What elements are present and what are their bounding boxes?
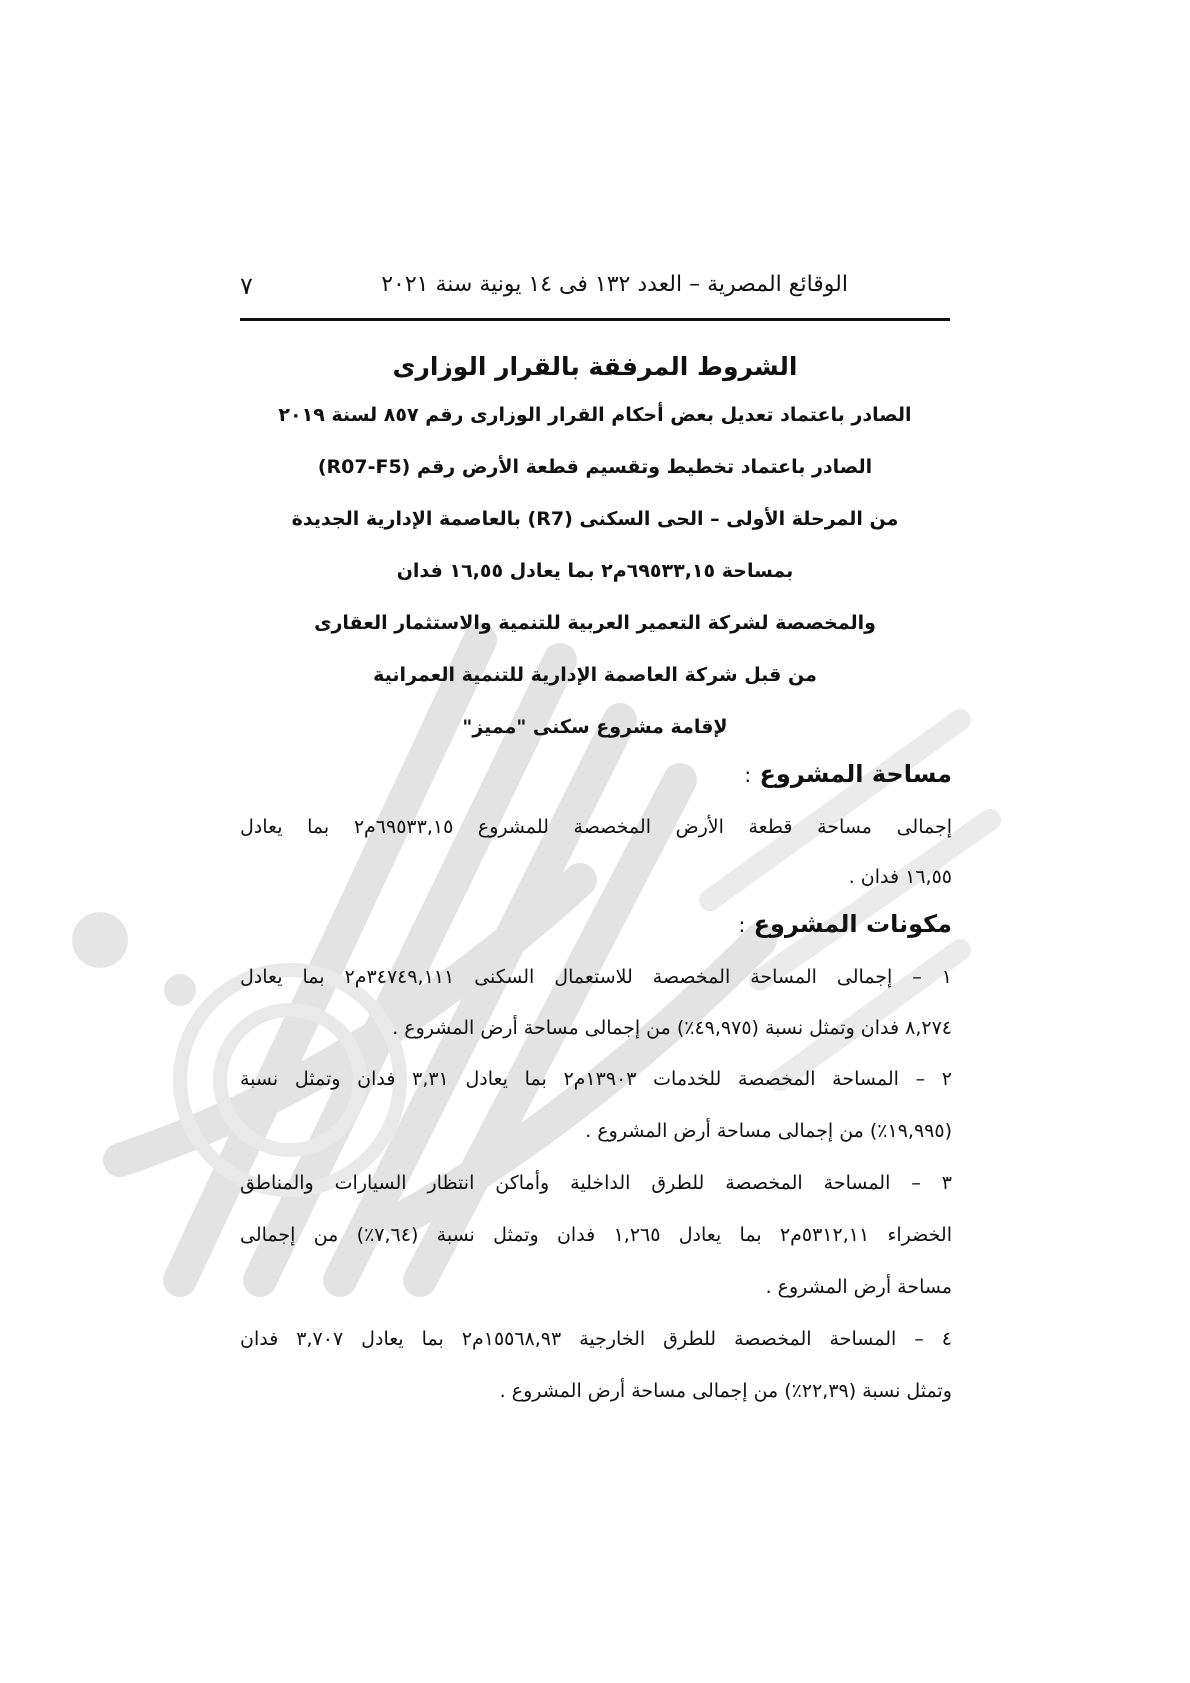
list-item-line: ١ – إجمالى المساحة المخصصة للاستعمال السكنى ٣٤٧٤٩,١١١م٢ بما يعادل: [240, 966, 953, 988]
section-heading-components: [739, 910, 952, 938]
header-rule: [240, 318, 950, 321]
list-item-line: الخضراء ٥٣١٢,١١م٢ بما يعادل ١,٢٦٥ فدان وتمثل نسبة (٧,٦٤٪) من إجمالى: [240, 1224, 952, 1246]
header-title: الوقائع المصرية – العدد ١٣٢ فى ١٤ يونية سنة ٢٠٢١: [381, 272, 848, 297]
section-heading-text: مكونات المشروع: [753, 910, 952, 938]
list-item-line: ٨,٢٧٤ فدان وتمثل نسبة (٤٩,٩٧٥٪) من إجمالى مساحة أرض المشروع .: [392, 1017, 952, 1039]
list-item-line: مساحة أرض المشروع .: [765, 1276, 952, 1298]
list-item-line: ٢ – المساحة المخصصة للخدمات ١٣٩٠٣م٢ بما يعادل ٣,٣١ فدان وتمثل نسبة: [240, 1068, 952, 1090]
running-header: [240, 272, 950, 312]
subtitle-line: الصادر باعتماد تخطيط وتقسيم قطعة الأرض رقم (R07-F5): [317, 456, 873, 478]
section-heading-text: مساحة المشروع: [759, 760, 952, 788]
subtitle-line: بمساحة ٦٩٥٣٣,١٥م٢ بما يعادل ١٦,٥٥ فدان: [396, 560, 794, 582]
document-title: الشروط المرفقة بالقرار الوزارى: [392, 352, 798, 381]
subtitle-line: من المرحلة الأولى – الحى السكنى (R7) بالعاصمة الإدارية الجديدة: [291, 508, 899, 530]
section-heading-colon: :: [744, 763, 752, 787]
section-heading-colon: :: [738, 913, 746, 937]
list-item-line: ٣ – المساحة المخصصة للطرق الداخلية وأماكن انتظار السيارات والمناطق: [240, 1172, 952, 1194]
list-item-line: وتمثل نسبة (٢٢,٣٩٪) من إجمالى مساحة أرض المشروع .: [499, 1380, 952, 1402]
subtitle-line: من قبل شركة العاصمة الإدارية للتنمية العمرانية: [373, 664, 817, 686]
paragraph-line: إجمالى مساحة قطعة الأرض المخصصة للمشروع ٦٩٥٣٣,١٥م٢ بما يعادل: [240, 816, 952, 838]
list-item-line: ٤ – المساحة المخصصة للطرق الخارجية ١٥٥٦٨,٩٣م٢ بما يعادل ٣,٧٠٧ فدان: [240, 1328, 952, 1350]
subtitle-line: الصادر باعتماد تعديل بعض أحكام القرار الوزارى رقم ٨٥٧ لسنة ٢٠١٩: [278, 404, 912, 426]
list-item-line: (١٩,٩٩٥٪) من إجمالى مساحة أرض المشروع .: [585, 1120, 952, 1142]
section-heading-area: [744, 760, 952, 788]
subtitle-line: لإقامة مشروع سكنى "مميز": [462, 716, 728, 738]
paragraph-line: ١٦,٥٥ فدان .: [848, 866, 952, 888]
page-number: ٧: [240, 272, 253, 300]
subtitle-line: والمخصصة لشركة التعمير العربية للتنمية والاستثمار العقارى: [314, 612, 876, 634]
